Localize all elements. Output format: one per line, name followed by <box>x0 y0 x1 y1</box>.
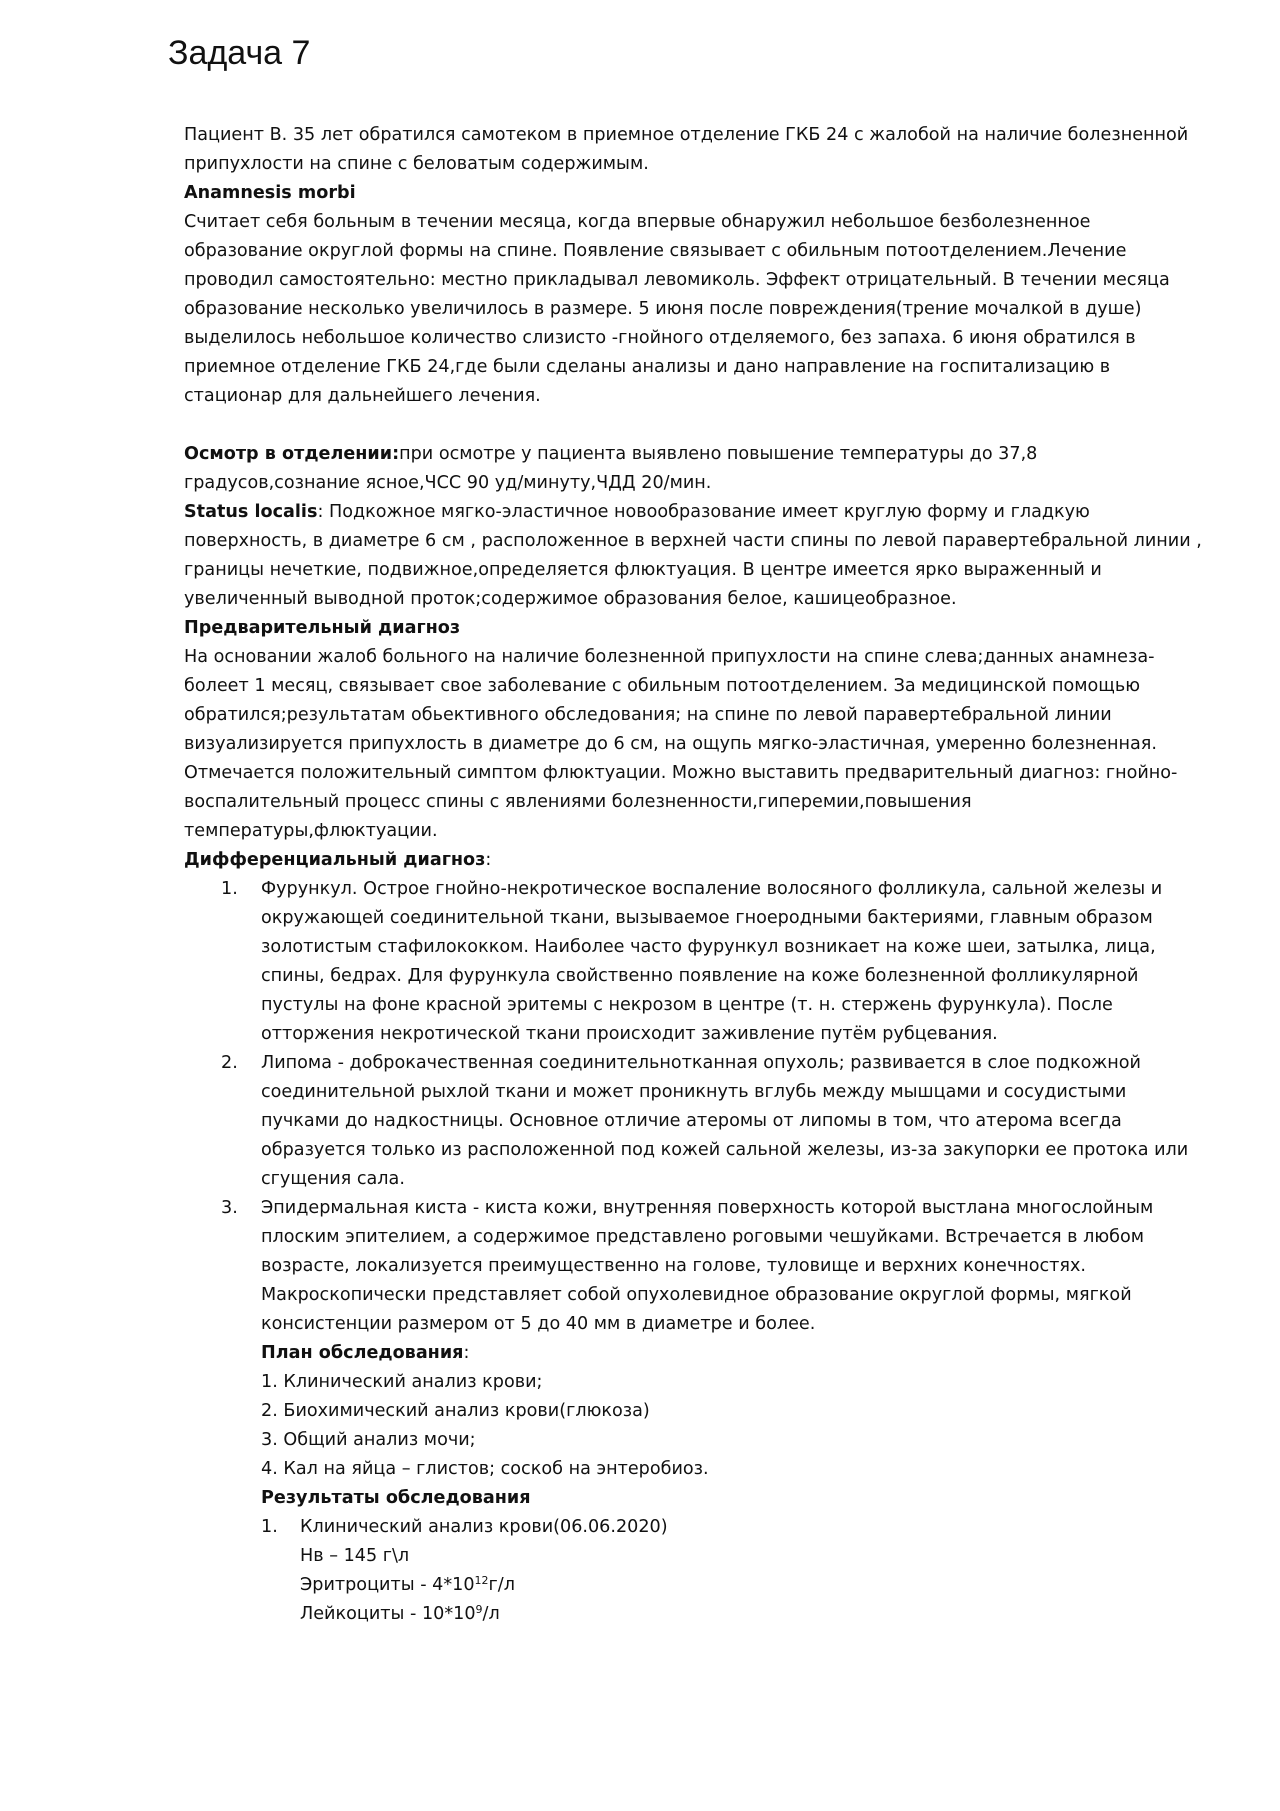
preliminary-heading: Предварительный диагноз <box>184 618 461 638</box>
list-item <box>221 1194 1204 1339</box>
plan-heading: План обследования <box>261 1343 464 1363</box>
anamnesis-heading: Anamnesis morbi <box>184 183 356 203</box>
list-item-number: 3. <box>221 1198 238 1218</box>
differential-colon: : <box>485 850 492 870</box>
exam-text: при осмотре у пациента выявлено повышение температуры до 37,8 градусов,сознание ясное,ЧСС 90 уд/минуту,ЧДД 20/мин. <box>184 444 1038 493</box>
rbc-label: Эритроциты - 4*10 <box>300 1575 475 1595</box>
result-hemoglobin: Нв – 145 г\л <box>300 1546 410 1566</box>
list-item <box>221 1049 1204 1194</box>
rbc-exponent: 12 <box>474 1574 489 1587</box>
status-heading: Status localis <box>184 502 318 522</box>
preliminary-paragraph: На основании жалоб больного на наличие болезненной припухлости на спине слева;данных анамнеза- болеет 1 месяц, связывает свое заболевание с обильным потоотделением. За медицинской помощью обратился;результатам обьективного обследования; на спине по левой паравертебральной линии визуализируется припухлость в диаметре до 6 см, на ощупь мягко-эластичная, умеренно болезненная. Отмечается положительный симптом флюктуации. Можно выставить предварительный диагноз: гнойно-воспалительный процесс спины с явлениями болезненности,гиперемии,повышения температуры,флюктуации. <box>184 647 1178 841</box>
plan-item: 4. Кал на яйца – глистов; соскоб на энтеробиоз. <box>261 1459 709 1479</box>
rbc-unit: г/л <box>488 1575 515 1595</box>
intro-paragraph: Пациент В. 35 лет обратился самотеком в приемное отделение ГКБ 24 с жалобой на наличие болезненной припухлости на спине с беловатым содержимым. <box>184 125 1189 174</box>
wbc-exponent: 9 <box>475 1603 483 1616</box>
status-paragraph <box>184 498 1204 614</box>
list-item <box>221 875 1204 1049</box>
list-item-text: Липома - доброкачественная соединительнотканная опухоль; развивается в слое подкожной соединительной рыхлой ткани и может проникнуть вглубь между мышцами и сосудистыми пучками до надкостницы. Основное отличие атеромы от липомы в том, что атерома всегда образуется только из расположенной под кожей сальной железы, из-за закупорки ее протока или сгущения сала. <box>261 1053 1189 1189</box>
result-erythrocytes <box>300 1571 1204 1600</box>
differential-heading: Дифференциальный диагноз <box>184 850 486 870</box>
list-item-text: Эпидермальная киста - киста кожи, внутренняя поверхность которой выстлана многослойным плоским эпителием, а содержимое представлено роговыми чешуйками. Встречается в любом возрасте, локализуется преимущественно на голове, туловище и верхних конечностях. Макроскопически представляет собой опухолевидное образование округлой формы, мягкой консистенции размером от 5 до 40 мм в диаметре и более. <box>261 1198 1154 1334</box>
plan-item: 1. Клинический анализ крови; <box>261 1372 543 1392</box>
list-item-text: Фурункул. Острое гнойно-некротическое воспаление волосяного фолликула, сальной железы и окружающей соединительной ткани, вызываемое гноеродными бактериями, главным образом золотистым стафилококком. Наиболее часто фурункул возникает на коже шеи, затылка, лица, спины, бедрах. Для фурункула свойственно появление на коже болезненной фолликулярной пустулы на фоне красной эритемы с некрозом в центре (т. н. стержень фурункула). После отторжения некротической ткани происходит заживление путём рубцевания. <box>261 879 1163 1044</box>
anamnesis-paragraph: Считает себя больным в течении месяца, когда впервые обнаружил небольшое безболезненное образование округлой формы на спине. Появление связывает с обильным потоотделением.Лечение проводил самостоятельно: местно прикладывал левомиколь. Эффект отрицательный. В течении месяца образование несколько увеличилось в размере. 5 июня после повреждения(трение мочалкой в душе) выделилось небольшое количество слизисто -гнойного отделяемого, без запаха. 6 июня обратился в приемное отделение ГКБ 24,где были сделаны анализы и дано направление на госпитализацию в стационар для дальнейшего лечения. <box>184 212 1170 406</box>
list-item-number: 1. <box>221 879 238 899</box>
exam-paragraph <box>184 440 1204 498</box>
wbc-unit: /л <box>482 1604 500 1624</box>
differential-heading-line <box>184 846 1204 875</box>
plan-item: 3. Общий анализ мочи; <box>261 1430 476 1450</box>
results-list <box>184 1513 1204 1629</box>
page-title: Задача 7 <box>168 34 311 72</box>
exam-plan <box>184 1339 1204 1513</box>
status-text: : Подкожное мягко-эластичное новообразование имеет круглую форму и гладкую поверхность, в диаметре 6 см , расположенное в верхней части спины по левой паравертебральной линии , границы нечеткие, подвижное,определяется флюктуация. В центре имеется ярко выраженный и увеличенный выводной проток;содержимое образования белое, кашицеобразное. <box>184 502 1202 609</box>
plan-item: 2. Биохимический анализ крови(глюкоза) <box>261 1401 650 1421</box>
exam-heading: Осмотр в отделении: <box>184 444 400 464</box>
wbc-label: Лейкоциты - 10*10 <box>300 1604 476 1624</box>
plan-heading-line <box>261 1339 1204 1368</box>
results-heading: Результаты обследования <box>261 1488 531 1508</box>
results-item-title: Клинический анализ крови(06.06.2020) <box>300 1517 668 1537</box>
document-body <box>184 121 1204 1629</box>
differential-list <box>184 875 1204 1339</box>
results-item-number: 1. <box>261 1517 278 1537</box>
list-item-number: 2. <box>221 1053 238 1073</box>
plan-colon: : <box>463 1343 470 1363</box>
paragraph-gap <box>184 411 1204 440</box>
result-leukocytes <box>300 1600 1204 1629</box>
